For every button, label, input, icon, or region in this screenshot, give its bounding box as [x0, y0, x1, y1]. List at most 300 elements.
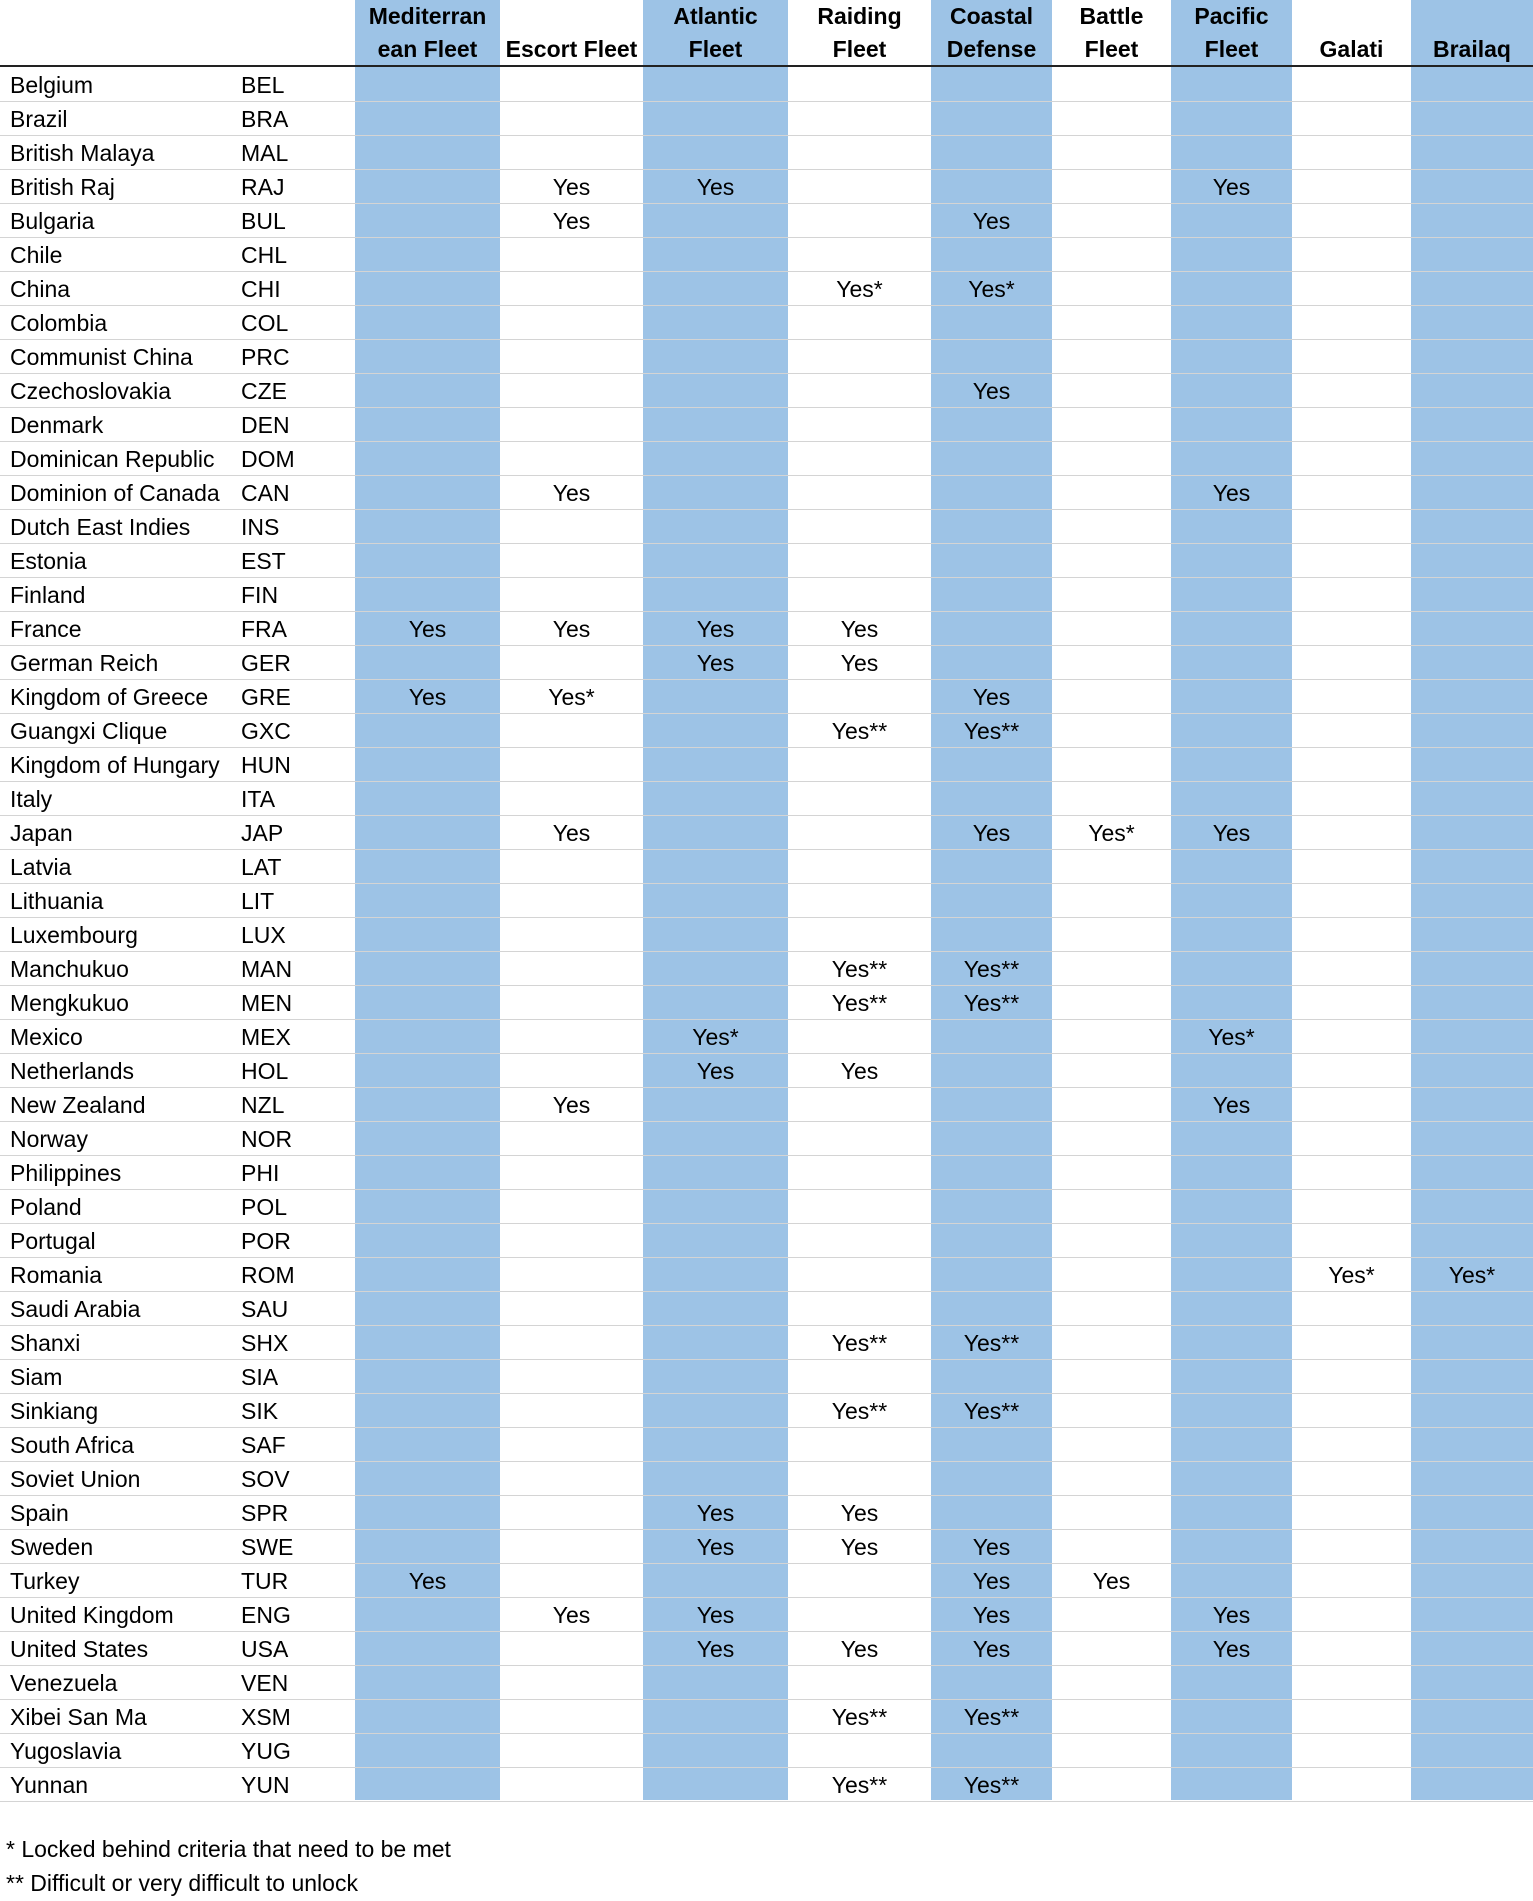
- country-cell[interactable]: Dominion of Canada: [10, 480, 220, 506]
- value-cell-med[interactable]: [355, 1156, 500, 1190]
- value-cell-raiding[interactable]: [788, 680, 931, 714]
- value-cell-coastal[interactable]: [931, 646, 1052, 680]
- value-cell-med[interactable]: [355, 272, 500, 306]
- value-cell-battle[interactable]: [1052, 1190, 1171, 1224]
- column-header-atlantic[interactable]: [643, 0, 788, 66]
- country-code-cell[interactable]: PRC: [241, 344, 290, 370]
- country-cell[interactable]: United States: [10, 1636, 149, 1662]
- country-code-cell[interactable]: TUR: [241, 1568, 289, 1594]
- country-cell[interactable]: South Africa: [10, 1432, 135, 1458]
- value-cell-coastal[interactable]: [931, 442, 1052, 476]
- value-cell-coastal[interactable]: Yes**: [963, 1772, 1020, 1798]
- value-cell-atlantic[interactable]: [643, 238, 788, 272]
- value-cell-raiding[interactable]: Yes: [840, 1500, 879, 1526]
- value-cell-escort[interactable]: Yes: [552, 616, 591, 642]
- value-cell-atlantic[interactable]: Yes: [696, 1500, 735, 1526]
- value-cell-brailaq[interactable]: [1411, 1088, 1533, 1122]
- value-cell-raiding[interactable]: [788, 476, 931, 510]
- value-cell-pacific[interactable]: [1171, 1462, 1292, 1496]
- country-code-cell[interactable]: COL: [241, 310, 289, 336]
- table-row[interactable]: [0, 1496, 1533, 1530]
- value-cell-raiding[interactable]: [788, 1666, 931, 1700]
- value-cell-coastal[interactable]: [931, 884, 1052, 918]
- value-cell-med[interactable]: [355, 238, 500, 272]
- value-cell-battle[interactable]: [1052, 1054, 1171, 1088]
- value-cell-battle[interactable]: [1052, 578, 1171, 612]
- value-cell-escort[interactable]: [500, 102, 643, 136]
- value-cell-battle[interactable]: [1052, 1768, 1171, 1802]
- value-cell-coastal[interactable]: Yes: [972, 1534, 1011, 1560]
- value-cell-atlantic[interactable]: [643, 1224, 788, 1258]
- value-cell-med[interactable]: [355, 1394, 500, 1428]
- value-cell-battle[interactable]: [1052, 1462, 1171, 1496]
- value-cell-atlantic[interactable]: [643, 408, 788, 442]
- value-cell-raiding[interactable]: [788, 1088, 931, 1122]
- value-cell-battle[interactable]: [1052, 1258, 1171, 1292]
- value-cell-raiding[interactable]: [788, 748, 931, 782]
- country-cell[interactable]: Saudi Arabia: [10, 1296, 141, 1322]
- value-cell-battle[interactable]: Yes*: [1088, 820, 1135, 846]
- country-cell[interactable]: Kingdom of Hungary: [10, 752, 220, 778]
- value-cell-raiding[interactable]: [788, 782, 931, 816]
- value-cell-escort[interactable]: Yes: [552, 208, 591, 234]
- value-cell-battle[interactable]: [1052, 850, 1171, 884]
- value-cell-med[interactable]: Yes: [408, 1568, 447, 1594]
- column-header-brailaq[interactable]: [1411, 0, 1533, 66]
- value-cell-raiding[interactable]: Yes**: [831, 956, 888, 982]
- value-cell-escort[interactable]: [500, 918, 643, 952]
- value-cell-escort[interactable]: [500, 1122, 643, 1156]
- value-cell-pacific[interactable]: [1171, 1394, 1292, 1428]
- value-cell-med[interactable]: [355, 884, 500, 918]
- value-cell-escort[interactable]: [500, 850, 643, 884]
- table-row[interactable]: [0, 1156, 1533, 1190]
- value-cell-coastal[interactable]: [931, 306, 1052, 340]
- value-cell-galati[interactable]: [1292, 646, 1411, 680]
- value-cell-atlantic[interactable]: [643, 442, 788, 476]
- value-cell-coastal[interactable]: [931, 1190, 1052, 1224]
- value-cell-battle[interactable]: [1052, 1598, 1171, 1632]
- country-code-cell[interactable]: CHL: [241, 242, 288, 268]
- value-cell-med[interactable]: [355, 1292, 500, 1326]
- value-cell-brailaq[interactable]: [1411, 1598, 1533, 1632]
- value-cell-med[interactable]: [355, 1360, 500, 1394]
- table-row[interactable]: [0, 1020, 1533, 1054]
- country-code-cell[interactable]: CAN: [241, 480, 290, 506]
- value-cell-raiding[interactable]: [788, 102, 931, 136]
- table-row[interactable]: [0, 1088, 1533, 1122]
- value-cell-med[interactable]: [355, 340, 500, 374]
- country-code-cell[interactable]: BEL: [241, 72, 285, 98]
- value-cell-battle[interactable]: [1052, 1496, 1171, 1530]
- country-cell[interactable]: Chile: [10, 242, 63, 268]
- value-cell-brailaq[interactable]: [1411, 1462, 1533, 1496]
- value-cell-brailaq[interactable]: [1411, 374, 1533, 408]
- column-header-pacific[interactable]: [1171, 0, 1292, 66]
- value-cell-med[interactable]: [355, 1054, 500, 1088]
- value-cell-escort[interactable]: Yes: [552, 480, 591, 506]
- value-cell-pacific[interactable]: [1171, 1292, 1292, 1326]
- country-cell[interactable]: Latvia: [10, 854, 72, 880]
- value-cell-atlantic[interactable]: [643, 476, 788, 510]
- value-cell-galati[interactable]: [1292, 306, 1411, 340]
- value-cell-brailaq[interactable]: [1411, 1394, 1533, 1428]
- value-cell-battle[interactable]: [1052, 646, 1171, 680]
- country-code-cell[interactable]: SHX: [241, 1330, 289, 1356]
- value-cell-coastal[interactable]: [931, 510, 1052, 544]
- value-cell-escort[interactable]: [500, 1020, 643, 1054]
- country-code-cell[interactable]: YUN: [241, 1772, 290, 1798]
- value-cell-atlantic[interactable]: [643, 680, 788, 714]
- value-cell-coastal[interactable]: [931, 1020, 1052, 1054]
- value-cell-battle[interactable]: [1052, 1734, 1171, 1768]
- value-cell-coastal[interactable]: [931, 1156, 1052, 1190]
- value-cell-raiding[interactable]: [788, 442, 931, 476]
- value-cell-escort[interactable]: [500, 136, 643, 170]
- value-cell-coastal[interactable]: [931, 1360, 1052, 1394]
- value-cell-atlantic[interactable]: [643, 782, 788, 816]
- value-cell-atlantic[interactable]: [643, 272, 788, 306]
- country-cell[interactable]: Soviet Union: [10, 1466, 141, 1492]
- value-cell-raiding[interactable]: [788, 816, 931, 850]
- value-cell-brailaq[interactable]: [1411, 1700, 1533, 1734]
- table-row[interactable]: [0, 1190, 1533, 1224]
- country-code-cell[interactable]: FRA: [241, 616, 287, 642]
- value-cell-battle[interactable]: [1052, 1088, 1171, 1122]
- table-row[interactable]: [0, 1768, 1533, 1802]
- value-cell-battle[interactable]: [1052, 952, 1171, 986]
- value-cell-escort[interactable]: [500, 544, 643, 578]
- value-cell-med[interactable]: [355, 748, 500, 782]
- value-cell-raiding[interactable]: [788, 68, 931, 102]
- value-cell-pacific[interactable]: [1171, 1768, 1292, 1802]
- value-cell-pacific[interactable]: [1171, 238, 1292, 272]
- table-row[interactable]: [0, 1632, 1533, 1666]
- value-cell-battle[interactable]: [1052, 442, 1171, 476]
- table-row[interactable]: [0, 442, 1533, 476]
- value-cell-brailaq[interactable]: [1411, 1768, 1533, 1802]
- country-code-cell[interactable]: MEX: [241, 1024, 291, 1050]
- value-cell-atlantic[interactable]: [643, 1122, 788, 1156]
- country-code-cell[interactable]: LUX: [241, 922, 286, 948]
- value-cell-pacific[interactable]: [1171, 1360, 1292, 1394]
- value-cell-atlantic[interactable]: [643, 1156, 788, 1190]
- country-code-cell[interactable]: GXC: [241, 718, 291, 744]
- value-cell-coastal[interactable]: Yes**: [963, 1398, 1020, 1424]
- value-cell-brailaq[interactable]: [1411, 510, 1533, 544]
- value-cell-pacific[interactable]: [1171, 68, 1292, 102]
- value-cell-brailaq[interactable]: [1411, 1496, 1533, 1530]
- value-cell-galati[interactable]: [1292, 1020, 1411, 1054]
- value-cell-escort[interactable]: [500, 408, 643, 442]
- value-cell-pacific[interactable]: [1171, 374, 1292, 408]
- value-cell-pacific[interactable]: [1171, 136, 1292, 170]
- value-cell-galati[interactable]: [1292, 782, 1411, 816]
- value-cell-galati[interactable]: [1292, 204, 1411, 238]
- country-code-cell[interactable]: ROM: [241, 1262, 295, 1288]
- country-cell[interactable]: Shanxi: [10, 1330, 81, 1356]
- country-cell[interactable]: Sinkiang: [10, 1398, 99, 1424]
- value-cell-atlantic[interactable]: Yes: [696, 174, 735, 200]
- value-cell-escort[interactable]: [500, 1700, 643, 1734]
- value-cell-battle[interactable]: [1052, 1360, 1171, 1394]
- value-cell-atlantic[interactable]: [643, 748, 788, 782]
- value-cell-coastal[interactable]: [931, 102, 1052, 136]
- value-cell-med[interactable]: [355, 986, 500, 1020]
- table-row[interactable]: [0, 510, 1533, 544]
- value-cell-coastal[interactable]: [931, 1462, 1052, 1496]
- value-cell-brailaq[interactable]: [1411, 1632, 1533, 1666]
- value-cell-escort[interactable]: Yes: [552, 820, 591, 846]
- value-cell-pacific[interactable]: Yes: [1212, 1636, 1251, 1662]
- value-cell-escort[interactable]: [500, 510, 643, 544]
- country-cell[interactable]: Manchukuo: [10, 956, 129, 982]
- table-row[interactable]: [0, 544, 1533, 578]
- column-header-escort[interactable]: [500, 0, 643, 66]
- value-cell-galati[interactable]: [1292, 714, 1411, 748]
- value-cell-med[interactable]: [355, 1496, 500, 1530]
- value-cell-atlantic[interactable]: [643, 986, 788, 1020]
- value-cell-atlantic[interactable]: [643, 1326, 788, 1360]
- value-cell-brailaq[interactable]: [1411, 1360, 1533, 1394]
- value-cell-brailaq[interactable]: [1411, 68, 1533, 102]
- value-cell-battle[interactable]: [1052, 102, 1171, 136]
- value-cell-escort[interactable]: [500, 442, 643, 476]
- country-code-cell[interactable]: DOM: [241, 446, 295, 472]
- value-cell-galati[interactable]: [1292, 578, 1411, 612]
- value-cell-galati[interactable]: [1292, 408, 1411, 442]
- value-cell-raiding[interactable]: Yes: [840, 616, 879, 642]
- value-cell-atlantic[interactable]: Yes: [696, 1602, 735, 1628]
- table-row[interactable]: [0, 952, 1533, 986]
- value-cell-battle[interactable]: [1052, 204, 1171, 238]
- value-cell-coastal[interactable]: [931, 1734, 1052, 1768]
- value-cell-atlantic[interactable]: [643, 1394, 788, 1428]
- value-cell-med[interactable]: [355, 646, 500, 680]
- country-code-cell[interactable]: LAT: [241, 854, 282, 880]
- value-cell-raiding[interactable]: [788, 374, 931, 408]
- value-cell-escort[interactable]: Yes: [552, 174, 591, 200]
- value-cell-pacific[interactable]: [1171, 748, 1292, 782]
- table-row[interactable]: [0, 1700, 1533, 1734]
- value-cell-med[interactable]: [355, 306, 500, 340]
- value-cell-atlantic[interactable]: Yes: [696, 1636, 735, 1662]
- value-cell-med[interactable]: [355, 1666, 500, 1700]
- table-row[interactable]: [0, 340, 1533, 374]
- value-cell-raiding[interactable]: Yes**: [831, 718, 888, 744]
- country-cell[interactable]: Lithuania: [10, 888, 104, 914]
- value-cell-battle[interactable]: [1052, 510, 1171, 544]
- country-code-cell[interactable]: CZE: [241, 378, 287, 404]
- value-cell-battle[interactable]: [1052, 1700, 1171, 1734]
- value-cell-pacific[interactable]: [1171, 306, 1292, 340]
- value-cell-coastal[interactable]: [931, 340, 1052, 374]
- value-cell-battle[interactable]: [1052, 1326, 1171, 1360]
- value-cell-atlantic[interactable]: [643, 1700, 788, 1734]
- table-row[interactable]: [0, 102, 1533, 136]
- value-cell-galati[interactable]: [1292, 340, 1411, 374]
- value-cell-pacific[interactable]: [1171, 204, 1292, 238]
- value-cell-pacific[interactable]: Yes: [1212, 480, 1251, 506]
- value-cell-coastal[interactable]: Yes**: [963, 990, 1020, 1016]
- value-cell-pacific[interactable]: [1171, 1700, 1292, 1734]
- value-cell-raiding[interactable]: [788, 1598, 931, 1632]
- country-cell[interactable]: Finland: [10, 582, 86, 608]
- value-cell-brailaq[interactable]: [1411, 1020, 1533, 1054]
- value-cell-coastal[interactable]: [931, 1122, 1052, 1156]
- country-code-cell[interactable]: GER: [241, 650, 291, 676]
- table-row[interactable]: [0, 816, 1533, 850]
- value-cell-brailaq[interactable]: [1411, 238, 1533, 272]
- value-cell-med[interactable]: [355, 1326, 500, 1360]
- value-cell-brailaq[interactable]: [1411, 918, 1533, 952]
- value-cell-escort[interactable]: [500, 306, 643, 340]
- value-cell-med[interactable]: [355, 102, 500, 136]
- value-cell-coastal[interactable]: Yes: [972, 1636, 1011, 1662]
- value-cell-raiding[interactable]: Yes*: [836, 276, 883, 302]
- table-row[interactable]: [0, 68, 1533, 102]
- value-cell-escort[interactable]: [500, 1292, 643, 1326]
- country-code-cell[interactable]: BRA: [241, 106, 289, 132]
- value-cell-raiding[interactable]: [788, 170, 931, 204]
- value-cell-galati[interactable]: [1292, 1088, 1411, 1122]
- value-cell-galati[interactable]: [1292, 680, 1411, 714]
- value-cell-med[interactable]: [355, 952, 500, 986]
- country-cell[interactable]: United Kingdom: [10, 1602, 174, 1628]
- value-cell-brailaq[interactable]: [1411, 544, 1533, 578]
- value-cell-escort[interactable]: [500, 646, 643, 680]
- value-cell-battle[interactable]: [1052, 782, 1171, 816]
- value-cell-raiding[interactable]: [788, 136, 931, 170]
- value-cell-brailaq[interactable]: [1411, 102, 1533, 136]
- value-cell-escort[interactable]: [500, 952, 643, 986]
- value-cell-coastal[interactable]: [931, 578, 1052, 612]
- value-cell-brailaq[interactable]: [1411, 578, 1533, 612]
- value-cell-pacific[interactable]: [1171, 1156, 1292, 1190]
- country-cell[interactable]: British Malaya: [10, 140, 155, 166]
- value-cell-battle[interactable]: [1052, 1632, 1171, 1666]
- value-cell-raiding[interactable]: [788, 1190, 931, 1224]
- column-header-galati[interactable]: [1292, 0, 1411, 66]
- value-cell-galati[interactable]: [1292, 102, 1411, 136]
- country-code-cell[interactable]: BUL: [241, 208, 286, 234]
- value-cell-battle[interactable]: Yes: [1092, 1568, 1131, 1594]
- value-cell-coastal[interactable]: Yes: [972, 378, 1011, 404]
- value-cell-battle[interactable]: [1052, 1292, 1171, 1326]
- value-cell-pacific[interactable]: [1171, 714, 1292, 748]
- value-cell-escort[interactable]: [500, 1462, 643, 1496]
- value-cell-atlantic[interactable]: Yes: [696, 1058, 735, 1084]
- value-cell-galati[interactable]: [1292, 884, 1411, 918]
- value-cell-galati[interactable]: [1292, 1224, 1411, 1258]
- country-code-cell[interactable]: JAP: [241, 820, 284, 846]
- value-cell-raiding[interactable]: [788, 1428, 931, 1462]
- table-row[interactable]: [0, 1326, 1533, 1360]
- country-cell[interactable]: Mengkukuo: [10, 990, 129, 1016]
- country-cell[interactable]: Colombia: [10, 310, 108, 336]
- value-cell-escort[interactable]: [500, 748, 643, 782]
- country-code-cell[interactable]: SIA: [241, 1364, 279, 1390]
- value-cell-coastal[interactable]: Yes: [972, 1568, 1011, 1594]
- country-code-cell[interactable]: MAL: [241, 140, 289, 166]
- value-cell-escort[interactable]: [500, 1734, 643, 1768]
- value-cell-brailaq[interactable]: [1411, 612, 1533, 646]
- value-cell-atlantic[interactable]: [643, 544, 788, 578]
- value-cell-battle[interactable]: [1052, 306, 1171, 340]
- value-cell-raiding[interactable]: [788, 306, 931, 340]
- country-code-cell[interactable]: MEN: [241, 990, 293, 1016]
- country-code-cell[interactable]: SIK: [241, 1398, 279, 1424]
- value-cell-med[interactable]: [355, 782, 500, 816]
- value-cell-med[interactable]: Yes: [408, 684, 447, 710]
- value-cell-pacific[interactable]: [1171, 1224, 1292, 1258]
- value-cell-galati[interactable]: [1292, 1122, 1411, 1156]
- value-cell-coastal[interactable]: [931, 1088, 1052, 1122]
- table-row[interactable]: [0, 238, 1533, 272]
- value-cell-battle[interactable]: [1052, 408, 1171, 442]
- value-cell-coastal[interactable]: [931, 1224, 1052, 1258]
- value-cell-brailaq[interactable]: Yes*: [1448, 1262, 1496, 1288]
- value-cell-brailaq[interactable]: [1411, 1156, 1533, 1190]
- country-cell[interactable]: Kingdom of Greece: [10, 684, 209, 710]
- country-code-cell[interactable]: DEN: [241, 412, 290, 438]
- value-cell-pacific[interactable]: [1171, 408, 1292, 442]
- value-cell-med[interactable]: [355, 1598, 500, 1632]
- value-cell-coastal[interactable]: Yes: [972, 1602, 1011, 1628]
- value-cell-med[interactable]: [355, 1530, 500, 1564]
- value-cell-pacific[interactable]: Yes: [1212, 1602, 1251, 1628]
- table-row[interactable]: [0, 1054, 1533, 1088]
- value-cell-galati[interactable]: [1292, 986, 1411, 1020]
- country-cell[interactable]: Estonia: [10, 548, 87, 574]
- country-code-cell[interactable]: MAN: [241, 956, 293, 982]
- value-cell-escort[interactable]: [500, 272, 643, 306]
- country-cell[interactable]: Communist China: [10, 344, 193, 370]
- value-cell-med[interactable]: [355, 1428, 500, 1462]
- value-cell-coastal[interactable]: [931, 1666, 1052, 1700]
- value-cell-raiding[interactable]: [788, 1258, 931, 1292]
- value-cell-galati[interactable]: [1292, 1768, 1411, 1802]
- value-cell-pacific[interactable]: [1171, 1122, 1292, 1156]
- value-cell-battle[interactable]: [1052, 1122, 1171, 1156]
- value-cell-escort[interactable]: [500, 340, 643, 374]
- value-cell-pacific[interactable]: [1171, 986, 1292, 1020]
- value-cell-pacific[interactable]: [1171, 1190, 1292, 1224]
- value-cell-coastal[interactable]: Yes**: [963, 718, 1020, 744]
- value-cell-galati[interactable]: [1292, 476, 1411, 510]
- table-row[interactable]: [0, 170, 1533, 204]
- value-cell-coastal[interactable]: [931, 918, 1052, 952]
- value-cell-battle[interactable]: [1052, 170, 1171, 204]
- country-code-cell[interactable]: SOV: [241, 1466, 290, 1492]
- table-row[interactable]: [0, 374, 1533, 408]
- value-cell-raiding[interactable]: [788, 1292, 931, 1326]
- country-cell[interactable]: British Raj: [10, 174, 115, 200]
- value-cell-med[interactable]: Yes: [408, 616, 447, 642]
- table-row[interactable]: [0, 1292, 1533, 1326]
- country-cell[interactable]: Netherlands: [10, 1058, 135, 1084]
- value-cell-pacific[interactable]: [1171, 544, 1292, 578]
- value-cell-med[interactable]: [355, 204, 500, 238]
- value-cell-pacific[interactable]: [1171, 1428, 1292, 1462]
- value-cell-battle[interactable]: [1052, 612, 1171, 646]
- value-cell-raiding[interactable]: Yes**: [831, 1704, 888, 1730]
- country-code-cell[interactable]: RAJ: [241, 174, 285, 200]
- value-cell-escort[interactable]: [500, 1258, 643, 1292]
- value-cell-atlantic[interactable]: [643, 204, 788, 238]
- value-cell-atlantic[interactable]: [643, 816, 788, 850]
- value-cell-galati[interactable]: [1292, 238, 1411, 272]
